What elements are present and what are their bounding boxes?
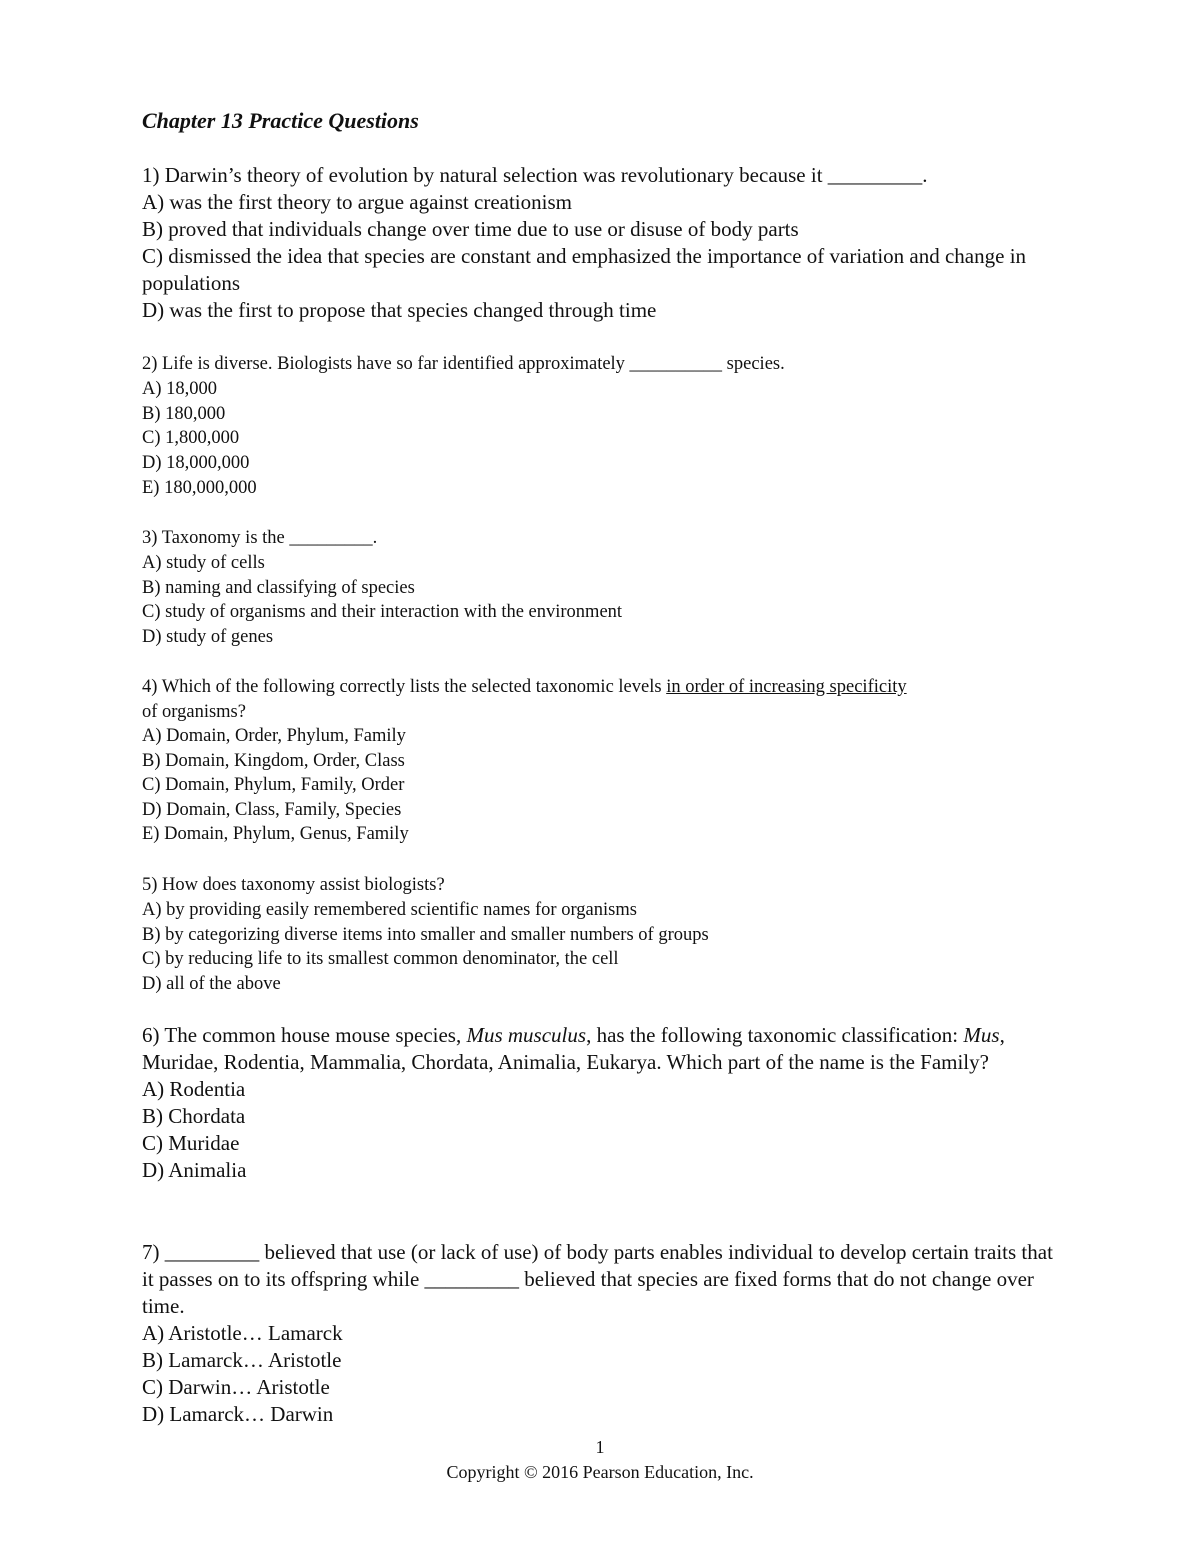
- answer-option: C) Darwin… Aristotle: [142, 1375, 330, 1399]
- answer-option: A) by providing easily remembered scientific names for organisms: [142, 899, 637, 920]
- question-stem: 3) Taxonomy is the _________.: [142, 528, 378, 548]
- question-3: [142, 526, 1072, 650]
- answer-option: D) Animalia: [142, 1158, 247, 1182]
- answer-option: B) by categorizing diverse items into smaller and smaller numbers of groups: [142, 924, 709, 945]
- answer-option: A) was the first theory to argue against creationism: [142, 190, 572, 214]
- answer-option: C) 1,800,000: [142, 428, 240, 449]
- answer-option: A) study of cells: [142, 552, 265, 573]
- question-stem: [142, 675, 1072, 700]
- species-name: Mus musculus: [466, 1023, 587, 1047]
- answer-option: E) 180,000,000: [142, 477, 257, 498]
- question-5: [142, 873, 1072, 997]
- genus-name: Mus: [963, 1023, 1000, 1047]
- answer-option: D) all of the above: [142, 974, 281, 995]
- question-stem-text: 4) Which of the following correctly lists the selected taxonomic levels: [142, 677, 667, 697]
- question-stem-continuation: of organisms?: [142, 701, 246, 722]
- answer-option: D) study of genes: [142, 627, 274, 648]
- answer-option: B) proved that individuals change over time due to use or disuse of body parts: [142, 217, 799, 241]
- answer-option: C) study of organisms and their interaction with the environment: [142, 602, 623, 623]
- page-title: Chapter 13 Practice Questions: [142, 108, 419, 133]
- question-7: [142, 1239, 1072, 1428]
- question-stem: 1) Darwin’s theory of evolution by natural selection was revolutionary because it _________.: [142, 163, 928, 187]
- answer-option: D) 18,000,000: [142, 453, 250, 474]
- answer-option: C) Domain, Phylum, Family, Order: [142, 775, 405, 795]
- answer-option: A) Rodentia: [142, 1077, 246, 1101]
- underlined-phrase: in order of increasing specificity: [666, 677, 907, 697]
- question-stem: [142, 1022, 1067, 1076]
- question-6: [142, 1022, 1072, 1184]
- answer-option: B) naming and classifying of species: [142, 577, 415, 598]
- answer-option: A) Domain, Order, Phylum, Family: [142, 726, 406, 746]
- answer-option: C) Muridae: [142, 1131, 240, 1155]
- answer-option: D) Domain, Class, Family, Species: [142, 799, 402, 820]
- page-number: 1: [595, 1437, 605, 1457]
- answer-option: A) Aristotle… Lamarck: [142, 1321, 343, 1345]
- answer-option: B) 180,000: [142, 403, 226, 424]
- answer-option: B) Lamarck… Aristotle: [142, 1348, 342, 1372]
- question-stem: 7) _________ believed that use (or lack of use) of body parts enables individual to develop certain traits that it passes on to its offspring while _________ believed that species are fixed forms that do not change over time.: [142, 1240, 1053, 1318]
- question-stem: 2) Life is diverse. Biologists have so far identified approximately __________ species.: [142, 354, 785, 374]
- answer-option: E) Domain, Phylum, Genus, Family: [142, 824, 409, 844]
- question-stem-text: , Muridae, Rodentia, Mammalia, Chordata, Animalia, Eukarya. Which part of the name is the Family?: [142, 1023, 1005, 1074]
- answer-option: A) 18,000: [142, 378, 218, 399]
- question-stem-text: , has the following taxonomic classification:: [586, 1023, 959, 1047]
- question-4: [142, 675, 1072, 847]
- answer-option: D) Lamarck… Darwin: [142, 1402, 334, 1426]
- question-1: [142, 162, 1072, 324]
- question-2: [142, 352, 1072, 501]
- answer-option: D) was the first to propose that species changed through time: [142, 298, 657, 322]
- answer-option: B) Domain, Kingdom, Order, Class: [142, 750, 405, 771]
- copyright-notice: Copyright © 2016 Pearson Education, Inc.: [446, 1462, 754, 1482]
- answer-option: C) dismissed the idea that species are constant and emphasized the importance of variation and change in populations: [142, 244, 1027, 295]
- answer-option: C) by reducing life to its smallest common denominator, the cell: [142, 949, 619, 970]
- answer-option: B) Chordata: [142, 1104, 246, 1128]
- question-stem: 5) How does taxonomy assist biologists?: [142, 875, 445, 895]
- question-stem-text: 6) The common house mouse species,: [142, 1023, 467, 1047]
